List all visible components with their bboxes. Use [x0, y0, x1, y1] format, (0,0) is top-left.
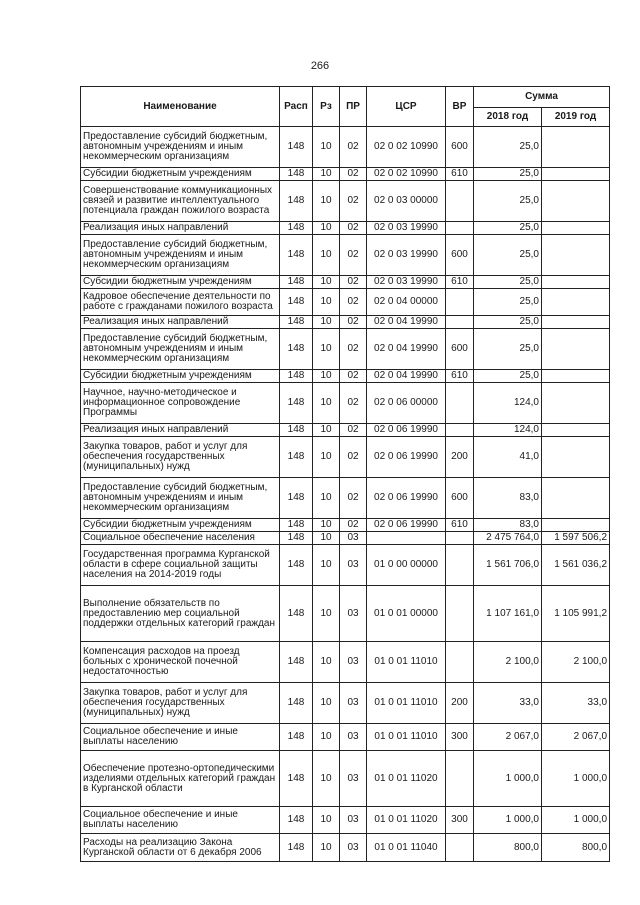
- cell-name: Выполнение обязательств по предоставлению мер социальной поддержки отдельных категорий граждан: [81, 586, 280, 642]
- cell-csr: 02 0 06 19990: [367, 519, 446, 532]
- cell-csr: 02 0 04 00000: [367, 289, 446, 316]
- cell-y2018: 800,0: [474, 834, 542, 862]
- cell-y2018: 83,0: [474, 478, 542, 519]
- cell-name: Реализация иных направлений: [81, 424, 280, 437]
- cell-rasp: 148: [280, 329, 313, 370]
- cell-y2019: [542, 168, 610, 181]
- cell-vr: [446, 586, 474, 642]
- cell-rasp: 148: [280, 316, 313, 329]
- cell-name: Компенсация расходов на проезд больных с хронической почечной недостаточностью: [81, 642, 280, 683]
- header-vr: ВР: [446, 87, 474, 127]
- cell-vr: [446, 289, 474, 316]
- cell-rz: 10: [313, 586, 340, 642]
- cell-y2019: [542, 437, 610, 478]
- cell-name: Государственная программа Курганской области в сфере социальной защиты населения на 2014-2019 годы: [81, 545, 280, 586]
- cell-y2019: [542, 329, 610, 370]
- cell-rz: 10: [313, 235, 340, 276]
- cell-pr: 03: [340, 834, 367, 862]
- cell-pr: 03: [340, 642, 367, 683]
- cell-csr: 02 0 03 19990: [367, 235, 446, 276]
- cell-pr: 02: [340, 329, 367, 370]
- cell-csr: 02 0 03 19990: [367, 222, 446, 235]
- cell-y2019: 800,0: [542, 834, 610, 862]
- header-name: Наименование: [81, 87, 280, 127]
- cell-rasp: 148: [280, 751, 313, 807]
- cell-vr: 300: [446, 807, 474, 834]
- cell-pr: 03: [340, 545, 367, 586]
- cell-name: Совершенствование коммуникационных связей и развитие интеллектуального потенциала граждан пожилого возраста: [81, 181, 280, 222]
- cell-pr: 02: [340, 424, 367, 437]
- cell-name: Обеспечение протезно-ортопедическими изделиями отдельных категорий граждан в Курганской области: [81, 751, 280, 807]
- cell-pr: 02: [340, 127, 367, 168]
- cell-y2019: [542, 519, 610, 532]
- cell-name: Субсидии бюджетным учреждениям: [81, 276, 280, 289]
- cell-y2018: 25,0: [474, 276, 542, 289]
- cell-y2018: 124,0: [474, 424, 542, 437]
- header-sum: Сумма: [474, 87, 610, 108]
- table-row: [81, 642, 610, 683]
- cell-pr: 02: [340, 370, 367, 383]
- table-row: [81, 127, 610, 168]
- header-pr: ПР: [340, 87, 367, 127]
- cell-y2018: 25,0: [474, 370, 542, 383]
- cell-csr: [367, 532, 446, 545]
- cell-csr: 01 0 00 00000: [367, 545, 446, 586]
- cell-vr: [446, 545, 474, 586]
- cell-csr: 02 0 04 19990: [367, 329, 446, 370]
- table-row: [81, 751, 610, 807]
- cell-csr: 02 0 06 00000: [367, 383, 446, 424]
- cell-csr: 02 0 02 10990: [367, 127, 446, 168]
- cell-vr: 200: [446, 683, 474, 724]
- cell-y2019: 1 561 036,2: [542, 545, 610, 586]
- cell-pr: 02: [340, 276, 367, 289]
- table-row: [81, 276, 610, 289]
- cell-name: Социальное обеспечение и иные выплаты населению: [81, 807, 280, 834]
- table-row: [81, 545, 610, 586]
- cell-csr: 02 0 04 19990: [367, 316, 446, 329]
- cell-pr: 03: [340, 724, 367, 751]
- cell-y2018: 25,0: [474, 127, 542, 168]
- cell-y2019: 2 067,0: [542, 724, 610, 751]
- cell-name: Субсидии бюджетным учреждениям: [81, 519, 280, 532]
- cell-y2018: 2 475 764,0: [474, 532, 542, 545]
- header-rasp: Расп: [280, 87, 313, 127]
- cell-name: Реализация иных направлений: [81, 222, 280, 235]
- cell-pr: 03: [340, 807, 367, 834]
- cell-y2019: 1 105 991,2: [542, 586, 610, 642]
- cell-y2019: [542, 181, 610, 222]
- table-row: [81, 181, 610, 222]
- cell-vr: 600: [446, 329, 474, 370]
- cell-name: Расходы на реализацию Закона Курганской области от 6 декабря 2006: [81, 834, 280, 862]
- cell-name: Предоставление субсидий бюджетным, автономным учреждениям и иным некоммерческим организациям: [81, 127, 280, 168]
- cell-rz: 10: [313, 222, 340, 235]
- cell-vr: [446, 424, 474, 437]
- cell-y2018: 25,0: [474, 235, 542, 276]
- cell-y2019: [542, 222, 610, 235]
- cell-y2019: [542, 289, 610, 316]
- cell-rasp: 148: [280, 642, 313, 683]
- cell-rasp: 148: [280, 383, 313, 424]
- cell-rasp: 148: [280, 586, 313, 642]
- cell-rz: 10: [313, 532, 340, 545]
- cell-name: Предоставление субсидий бюджетным, автономным учреждениям и иным некоммерческим организациям: [81, 478, 280, 519]
- cell-rasp: 148: [280, 235, 313, 276]
- cell-rz: 10: [313, 724, 340, 751]
- cell-vr: 200: [446, 437, 474, 478]
- cell-pr: 02: [340, 519, 367, 532]
- cell-y2019: 1 000,0: [542, 807, 610, 834]
- cell-rasp: 148: [280, 545, 313, 586]
- cell-rz: 10: [313, 519, 340, 532]
- cell-rasp: 148: [280, 532, 313, 545]
- cell-rasp: 148: [280, 478, 313, 519]
- cell-y2019: 1 597 506,2: [542, 532, 610, 545]
- cell-y2018: 25,0: [474, 181, 542, 222]
- cell-y2018: 33,0: [474, 683, 542, 724]
- page-number: 266: [310, 60, 330, 72]
- cell-y2019: 1 000,0: [542, 751, 610, 807]
- cell-y2018: 2 067,0: [474, 724, 542, 751]
- table-body: [81, 127, 610, 862]
- table-row: [81, 532, 610, 545]
- cell-rz: 10: [313, 289, 340, 316]
- cell-rasp: 148: [280, 289, 313, 316]
- cell-vr: [446, 642, 474, 683]
- cell-y2019: [542, 370, 610, 383]
- header-2019: 2019 год: [542, 108, 610, 127]
- cell-name: Субсидии бюджетным учреждениям: [81, 168, 280, 181]
- cell-y2019: [542, 127, 610, 168]
- cell-vr: 600: [446, 127, 474, 168]
- cell-pr: 02: [340, 235, 367, 276]
- cell-rz: 10: [313, 370, 340, 383]
- table-row: [81, 683, 610, 724]
- cell-y2019: [542, 235, 610, 276]
- cell-csr: 01 0 01 11020: [367, 751, 446, 807]
- header-rz: Рз: [313, 87, 340, 127]
- cell-pr: 03: [340, 751, 367, 807]
- cell-rasp: 148: [280, 276, 313, 289]
- cell-csr: 01 0 01 11020: [367, 807, 446, 834]
- cell-y2018: 41,0: [474, 437, 542, 478]
- cell-rz: 10: [313, 424, 340, 437]
- cell-y2019: [542, 383, 610, 424]
- cell-name: Закупка товаров, работ и услуг для обеспечения государственных (муниципальных) нужд: [81, 437, 280, 478]
- cell-vr: [446, 751, 474, 807]
- cell-csr: 01 0 01 00000: [367, 586, 446, 642]
- table-row: [81, 437, 610, 478]
- cell-pr: 03: [340, 683, 367, 724]
- table-row: [81, 807, 610, 834]
- cell-rz: 10: [313, 437, 340, 478]
- cell-y2018: 25,0: [474, 329, 542, 370]
- cell-rasp: 148: [280, 424, 313, 437]
- cell-rasp: 148: [280, 519, 313, 532]
- cell-y2018: 25,0: [474, 289, 542, 316]
- cell-y2018: 124,0: [474, 383, 542, 424]
- cell-rasp: 148: [280, 807, 313, 834]
- cell-y2019: 33,0: [542, 683, 610, 724]
- cell-vr: [446, 532, 474, 545]
- cell-csr: 02 0 03 19990: [367, 276, 446, 289]
- cell-vr: 600: [446, 478, 474, 519]
- header-csr: ЦСР: [367, 87, 446, 127]
- cell-csr: 02 0 06 19990: [367, 437, 446, 478]
- cell-y2018: 2 100,0: [474, 642, 542, 683]
- cell-vr: [446, 222, 474, 235]
- cell-pr: 02: [340, 383, 367, 424]
- cell-y2018: 1 561 706,0: [474, 545, 542, 586]
- cell-csr: 02 0 02 10990: [367, 168, 446, 181]
- cell-rz: 10: [313, 807, 340, 834]
- table-row: [81, 383, 610, 424]
- cell-name: Предоставление субсидий бюджетным, автономным учреждениям и иным некоммерческим организациям: [81, 235, 280, 276]
- cell-vr: 610: [446, 168, 474, 181]
- cell-rz: 10: [313, 127, 340, 168]
- cell-rasp: 148: [280, 181, 313, 222]
- cell-vr: [446, 181, 474, 222]
- table-row: [81, 424, 610, 437]
- budget-table: [80, 86, 610, 862]
- table-row: [81, 478, 610, 519]
- cell-csr: 01 0 01 11010: [367, 642, 446, 683]
- cell-name: Закупка товаров, работ и услуг для обеспечения государственных (муниципальных) нужд: [81, 683, 280, 724]
- cell-csr: 02 0 06 19990: [367, 424, 446, 437]
- table-row: [81, 834, 610, 862]
- cell-y2019: [542, 276, 610, 289]
- cell-pr: 02: [340, 316, 367, 329]
- cell-rz: 10: [313, 181, 340, 222]
- cell-rasp: 148: [280, 683, 313, 724]
- cell-vr: [446, 834, 474, 862]
- cell-pr: 03: [340, 532, 367, 545]
- cell-vr: 600: [446, 235, 474, 276]
- cell-rasp: 148: [280, 222, 313, 235]
- header-2018: 2018 год: [474, 108, 542, 127]
- table-row: [81, 168, 610, 181]
- cell-name: Социальное обеспечение населения: [81, 532, 280, 545]
- cell-name: Научное, научно-методическое и информационное сопровождение Программы: [81, 383, 280, 424]
- cell-rz: 10: [313, 545, 340, 586]
- table-row: [81, 519, 610, 532]
- cell-pr: 02: [340, 168, 367, 181]
- cell-rasp: 148: [280, 437, 313, 478]
- cell-csr: 02 0 03 00000: [367, 181, 446, 222]
- table-row: [81, 586, 610, 642]
- cell-rz: 10: [313, 478, 340, 519]
- cell-rz: 10: [313, 751, 340, 807]
- cell-y2019: [542, 478, 610, 519]
- cell-rz: 10: [313, 329, 340, 370]
- cell-csr: 02 0 04 19990: [367, 370, 446, 383]
- cell-y2019: [542, 316, 610, 329]
- cell-rasp: 148: [280, 370, 313, 383]
- cell-rasp: 148: [280, 834, 313, 862]
- cell-name: Субсидии бюджетным учреждениям: [81, 370, 280, 383]
- cell-rz: 10: [313, 168, 340, 181]
- cell-y2018: 25,0: [474, 316, 542, 329]
- cell-pr: 02: [340, 181, 367, 222]
- cell-vr: 610: [446, 519, 474, 532]
- cell-vr: [446, 316, 474, 329]
- cell-pr: 03: [340, 586, 367, 642]
- cell-csr: 01 0 01 11010: [367, 683, 446, 724]
- table-row: [81, 329, 610, 370]
- cell-y2018: 1 000,0: [474, 807, 542, 834]
- cell-y2019: 2 100,0: [542, 642, 610, 683]
- cell-rasp: 148: [280, 127, 313, 168]
- cell-y2018: 1 000,0: [474, 751, 542, 807]
- cell-csr: 02 0 06 19990: [367, 478, 446, 519]
- cell-y2018: 25,0: [474, 168, 542, 181]
- cell-rz: 10: [313, 683, 340, 724]
- table-row: [81, 724, 610, 751]
- cell-y2018: 83,0: [474, 519, 542, 532]
- cell-rz: 10: [313, 276, 340, 289]
- cell-rz: 10: [313, 834, 340, 862]
- cell-pr: 02: [340, 222, 367, 235]
- cell-y2018: 25,0: [474, 222, 542, 235]
- cell-rasp: 148: [280, 724, 313, 751]
- cell-rasp: 148: [280, 168, 313, 181]
- cell-name: Социальное обеспечение и иные выплаты населению: [81, 724, 280, 751]
- cell-vr: [446, 383, 474, 424]
- cell-csr: 01 0 01 11040: [367, 834, 446, 862]
- cell-vr: 610: [446, 276, 474, 289]
- cell-rz: 10: [313, 383, 340, 424]
- cell-pr: 02: [340, 289, 367, 316]
- cell-y2019: [542, 424, 610, 437]
- table-row: [81, 289, 610, 316]
- cell-name: Реализация иных направлений: [81, 316, 280, 329]
- cell-name: Кадровое обеспечение деятельности по работе с гражданами пожилого возраста: [81, 289, 280, 316]
- table-row: [81, 222, 610, 235]
- cell-rz: 10: [313, 316, 340, 329]
- cell-vr: 610: [446, 370, 474, 383]
- cell-rz: 10: [313, 642, 340, 683]
- cell-csr: 01 0 01 11010: [367, 724, 446, 751]
- cell-pr: 02: [340, 437, 367, 478]
- cell-y2018: 1 107 161,0: [474, 586, 542, 642]
- cell-name: Предоставление субсидий бюджетным, автономным учреждениям и иным некоммерческим организациям: [81, 329, 280, 370]
- table-row: [81, 316, 610, 329]
- table-row: [81, 235, 610, 276]
- table-row: [81, 370, 610, 383]
- cell-pr: 02: [340, 478, 367, 519]
- cell-vr: 300: [446, 724, 474, 751]
